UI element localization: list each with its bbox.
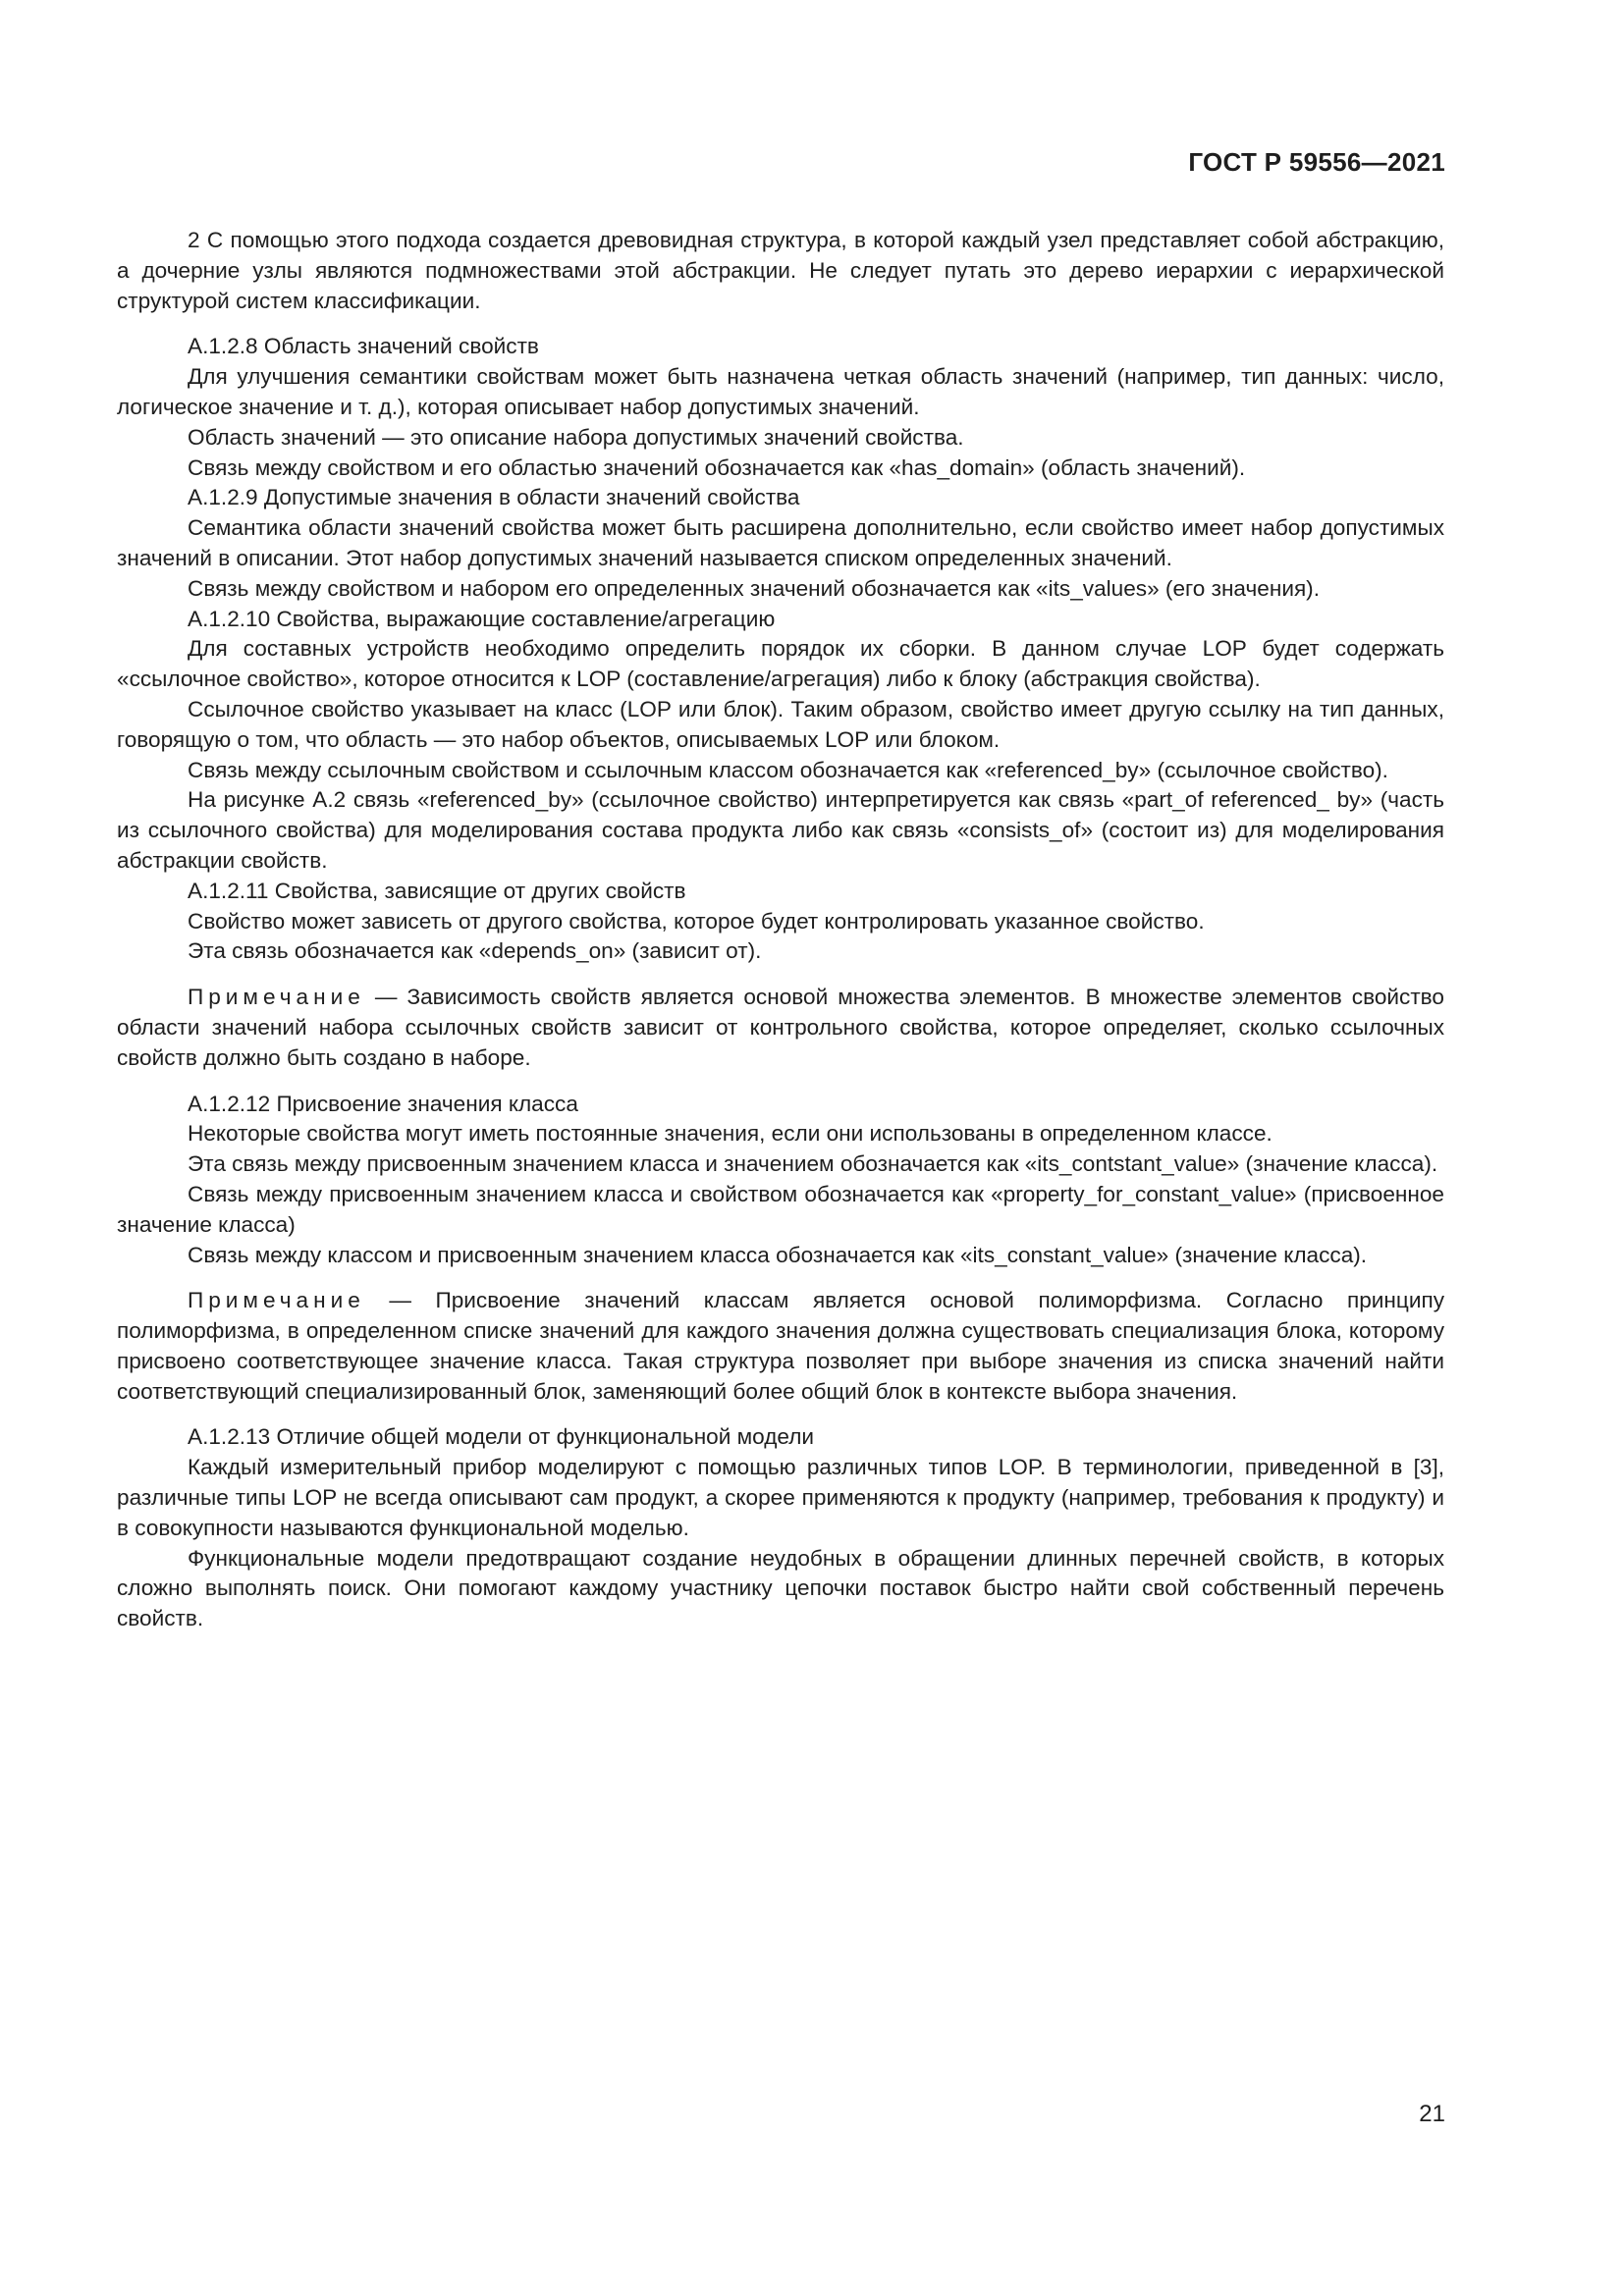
note-paragraph [117,983,1444,1073]
section-heading-a1-2-13: А.1.2.13 Отличие общей модели от функциональной модели [188,1424,815,1450]
section-heading-a1-2-8: А.1.2.8 Область значений свойств [188,334,539,359]
section-heading-a1-2-12: А.1.2.12 Присвоение значения класса [188,1091,578,1116]
paragraph: Семантика области значений свойства может быть расширена дополнительно, если свойство имеет набор допустимых значений в описании. Этот набор допустимых значений называется списком определенных значений. [117,515,1444,570]
body-text [117,226,1444,1634]
note-text: — Зависимость свойств является основой множества элементов. В множестве элементов свойство области значений набора ссылочных свойств зависит от контрольного свойства, которое определяет, сколько ссылочных свойств должно быть создано в наборе. [117,985,1444,1070]
paragraph: Для составных устройств необходимо определить порядок их сборки. В данном случае LOP будет содержать «ссылочное свойство», которое относится к LOP (составление/агрегация) либо к блоку (абстракция свойства). [117,636,1444,692]
section-heading-a1-2-11: А.1.2.11 Свойства, зависящие от других свойств [188,878,686,903]
paragraph: Область значений — это описание набора допустимых значений свойства. [188,424,964,450]
paragraph: На рисунке А.2 связь «referenced_by» (ссылочное свойство) интерпретируется как связь «part_of referenced_ by» (часть из ссылочного свойства) для моделирования состава продукта либо как связь «consists_of» (состоит из) для моделирования абстракции свойств. [117,787,1444,873]
note-label: Примечание [188,985,365,1010]
paragraph: Связь между ссылочным свойством и ссылочным классом обозначается как «referenced_by» (ссылочное свойство). [188,757,1388,782]
paragraph: Связь между свойством и его областью значений обозначается как «has_domain» (область значений). [188,454,1246,480]
document-code-header: ГОСТ Р 59556—2021 [1188,147,1445,177]
paragraph: Некоторые свойства могут иметь постоянные значения, если они использованы в определенном классе. [188,1121,1272,1147]
paragraph: Ссылочное свойство указывает на класс (LOP или блок). Таким образом, свойство имеет другую ссылку на тип данных, говорящую о том, что область — это набор объектов, описываемых LOP или блоком. [117,696,1444,752]
paragraph: Для улучшения семантики свойствам может быть назначена четкая область значений (например, тип данных: число, логическое значение и т. д.), которая описывает набор допустимых значений. [117,364,1444,419]
note-text: — Присвоение значений классам является основой полиморфизма. Согласно принципу полиморфизма, в определенном списке значений для каждого значения должна существовать специализация блока, которому присвоено соответствующее значение класса. Такая структура позволяет при выборе значения из списка значений найти соответствующий специализированный блок, заменяющий более общий блок в контексте выбора значения. [117,1288,1444,1404]
page-number: 21 [1419,2101,1445,2127]
note-paragraph [117,1286,1444,1407]
paragraph-intro-note: 2 С помощью этого подхода создается древовидная структура, в которой каждый узел представляет собой абстракцию, а дочерние узлы являются подмножествами этой абстракции. Не следует путать это дерево иерархии с иерархической структурой систем классификации. [117,228,1444,313]
paragraph: Связь между классом и присвоенным значением класса обозначается как «its_constant_value» (значение класса). [188,1242,1368,1267]
section-heading-a1-2-10: А.1.2.10 Свойства, выражающие составление/агрегацию [188,606,776,631]
paragraph: Связь между присвоенным значением класса и свойством обозначается как «property_for_constant_value» (присвоенное значение класса) [117,1181,1444,1237]
paragraph: Эта связь между присвоенным значением класса и значением обозначается как «its_contstant_value» (значение класса). [188,1151,1438,1177]
note-label: Примечание [188,1288,365,1313]
paragraph: Каждый измерительный прибор моделируют с помощью различных типов LOP. В терминологии, приведенной в [3], различные типы LOP не всегда описывают сам продукт, а скорее применяются к продукту (например, требования к продукту) и в совокупности называются функциональной моделью. [117,1455,1444,1540]
paragraph: Эта связь обозначается как «depends_on» (зависит от). [188,938,762,964]
paragraph: Свойство может зависеть от другого свойства, которое будет контролировать указанное свойство. [188,908,1205,934]
paragraph: Функциональные модели предотвращают создание неудобных в обращении длинных перечней свойств, в которых сложно выполнять поиск. Они помогают каждому участнику цепочки поставок быстро найти свой собственный перечень свойств. [117,1545,1444,1631]
paragraph: Связь между свойством и набором его определенных значений обозначается как «its_values» (его значения). [188,575,1320,601]
section-heading-a1-2-9: А.1.2.9 Допустимые значения в области значений свойства [188,485,800,510]
